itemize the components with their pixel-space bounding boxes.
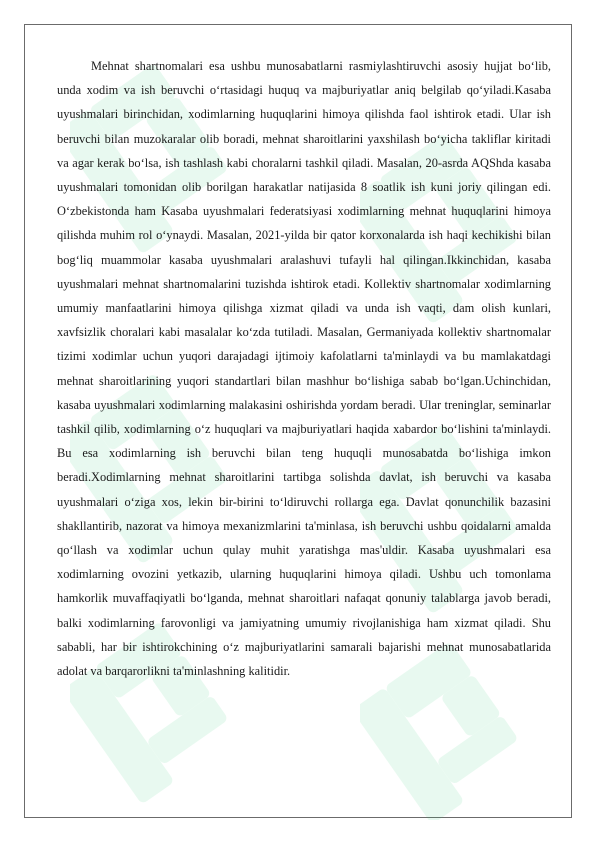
body-paragraph: Mehnat shartnomalari esa ushbu munosabatlarni rasmiylashtiruvchi asosiy hujjat bo‘lib, unda xodim va ish beruvchi o‘rtasidagi huquq va majburiyatlar aniq belgilab qo‘yiladi.Kasaba uyushmalari birinchidan, xodimlarning huquqlarini himoya qilishda faol ishtirok etadi. Ular ish beruvchi bilan muzokaralar olib boradi, mehnat sharoitlarini yaxshilash bo‘yicha takliflar kiritadi va agar kerak bo‘lsa, ish tashlash kabi choralarni tashkil qiladi. Masalan, 20-asrda AQShda kasaba uyushmalari tomonidan olib borilgan harakatlar natijasida 8 soatlik ish kuni joriy qilingan edi. O‘zbekistonda ham Kasaba uyushmalari federatsiyasi xodimlarning mehnat huquqlarini himoya qilishda muhim rol o‘ynaydi. Masalan, 2021-yilda bir qator korxonalarda ish haqi kechikishi bilan bog‘liq muammolar kasaba uyushmalari aralashuvi tufayli hal qilingan.Ikkinchidan, kasaba uyushmalari mehnat shartnomalarini tuzishda ishtirok etadi. Kollektiv shartnomalar xodimlarning umumiy manfaatlarini himoya qilishga xizmat qiladi va unda ish vaqti, dam olish kunlari, xavfsizlik choralari kabi masalalar ko‘zda tutiladi. Masalan, Germaniyada kollektiv shartnomalar tizimi xodimlar uchun yuqori darajadagi ijtimoiy kafolatlarni ta'minlaydi va bu mamlakatdagi mehnat sharoitlarining yuqori standartlari bilan mashhur bo‘lishiga sabab bo‘lgan.Uchinchidan, kasaba uyushmalari xodimlarning malakasini oshirishda yordam beradi. Ular treninglar, seminarlar tashkil qilib, xodimlarning o‘z huquqlari va majburiyatlari haqida xabardor bo‘lishini ta'minlaydi. Bu esa xodimlarning ish beruvchi bilan teng huquqli munosabatda bo‘lishiga imkon beradi.Xodimlarning mehnat sharoitlarini tartibga solishda davlat, ish beruvchi va kasaba uyushmalari o‘ziga xos, lekin bir-birini to‘ldiruvchi rollarga ega. Davlat qonunchilik bazasini shakllantirib, nazorat va himoya mexanizmlarini ta'minlasa, ish beruvchi ushbu qoidalarni amalda qo‘llash va xodimlar uchun qulay muhit yaratishga mas'uldir. Kasaba uyushmalari esa xodimlarning ovozini yetkazib, ularning huquqlarini himoya qiladi. Ushbu uch tomonlama hamkorlik muvaffaqiyatli bo‘lganda, mehnat sharoitlari nafaqat qonuniy talablarga javob beradi, balki xodimlarning farovonligi va jamiyatning umumiy rivojlanishiga ham xizmat qiladi. Shu sababli, har bir ishtirokchining o‘z majburiyatlarini samarali bajarishi mehnat munosabatlarida adolat va barqarorlikni ta'minlashning kalitidir.	[57, 59, 551, 679]
